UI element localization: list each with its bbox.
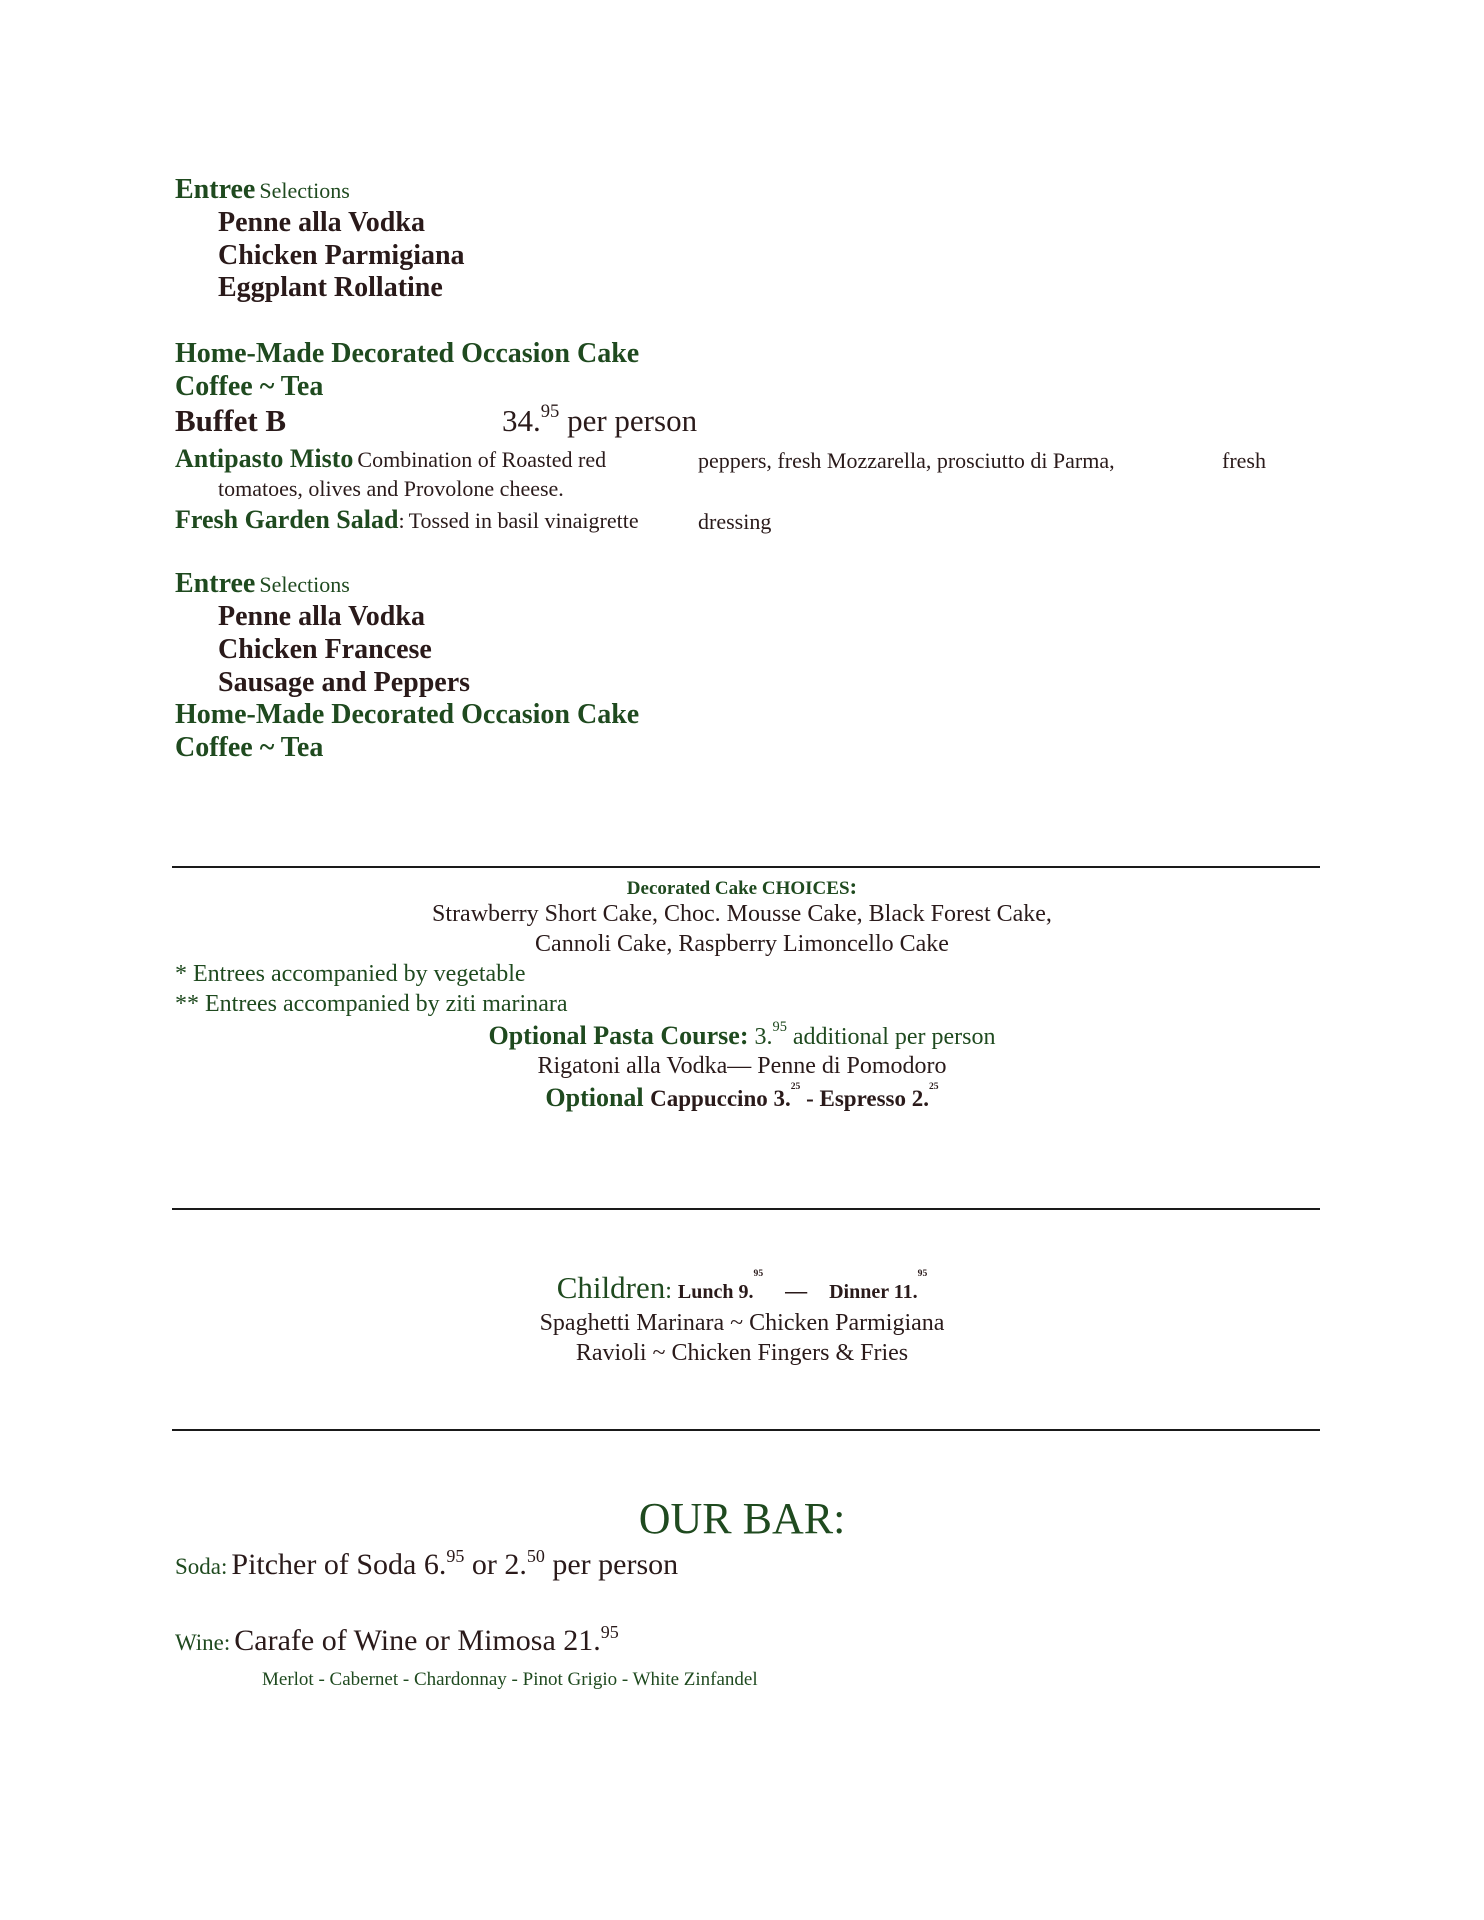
children-menu-line-2: Ravioli ~ Chicken Fingers & Fries [575,1340,909,1366]
antipasto-row [175,444,606,474]
children-dinner: Dinner 11. [829,1281,918,1303]
bar-title: OUR BAR: [638,1494,846,1543]
soda-text-c: per person [544,1548,679,1581]
cake-heading-a: Decorated Cake [626,878,762,899]
antipasto-desc-3: fresh [1222,448,1266,473]
optional-drinks-line [0,1083,1484,1113]
soda-sup-a: 95 [446,1546,465,1566]
pasta-options: Rigatoni alla Vodka— Penne di Pomodoro [537,1053,947,1079]
buffet-b-coffee: Coffee ~ Tea [175,732,324,763]
cappuccino-price: Cappuccino 3. [650,1086,791,1111]
salad-row [175,505,639,535]
cake-list-line-1: Strawberry Short Cake, Choc. Mousse Cake, Black Forest Cake, [432,901,1052,927]
buffet-a-cake: Home-Made Decorated Occasion Cake [175,338,640,369]
entree-label: Entree [175,568,256,599]
children-label: Children [556,1270,666,1305]
soda-text-b: or 2. [464,1548,527,1581]
cake-heading-b: CHOICES [761,878,850,899]
buffet-b-title: Buffet B [175,403,287,438]
antipasto-desc-1: Combination of Roasted red [357,447,607,472]
buffet-a-entree-3: Eggplant Rollatine [218,272,443,303]
buffet-b-cake: Home-Made Decorated Occasion Cake [175,699,640,730]
buffet-a-entree-heading [175,174,350,206]
children-dinner-sup: 95 [917,1268,928,1279]
buffet-a-entree-2: Chicken Parmigiana [218,240,465,271]
divider-1 [172,866,1320,868]
cake-list-line-2: Cannoli Cake, Raspberry Limoncello Cake [535,931,949,957]
buffet-a-entree-1: Penne alla Vodka [218,207,425,238]
divider-2 [172,1208,1320,1210]
entree-label: Entree [175,174,256,205]
wine-text: Carafe of Wine or Mimosa 21. [234,1624,601,1657]
buffet-b-price-sup: 95 [540,401,560,422]
buffet-b-entree-3: Sausage and Peppers [218,667,471,698]
antipasto-label: Antipasto Misto [175,444,354,473]
children-lunch: Lunch 9. [677,1281,754,1303]
optional-label: Optional [545,1083,651,1112]
buffet-b-price-unit: per person [559,403,698,438]
salad-label: Fresh Garden Salad [175,505,399,534]
pasta-price-rest: additional per person [786,1024,996,1050]
pasta-price-main: 3. [748,1024,773,1050]
salad-desc-1: Tossed in basil vinaigrette [408,508,639,533]
pasta-label: Optional Pasta Course: [488,1021,749,1050]
children-menu-line-1: Spaghetti Marinara ~ Chicken Parmigiana [539,1310,945,1336]
selections-label: Selections [259,178,350,203]
buffet-a-coffee: Coffee ~ Tea [175,371,324,402]
espresso-sup: 25 [929,1081,939,1092]
soda-label: Soda: [175,1554,228,1579]
pasta-price-sup: 95 [772,1019,787,1035]
antipasto-desc-line2: tomatoes, olives and Provolone cheese. [218,476,564,501]
salad-colon: : [398,508,405,533]
divider-3 [172,1429,1320,1431]
selections-label: Selections [259,572,350,597]
soda-sup-b: 50 [526,1546,545,1566]
antipasto-desc-2: peppers, fresh Mozzarella, prosciutto di Parma, [698,448,1115,473]
buffet-b-entree-1: Penne alla Vodka [218,601,425,632]
cappuccino-sup: 25 [790,1081,801,1092]
children-colon: : [665,1278,678,1304]
buffet-b-price-main: 34. [502,403,541,438]
salad-desc-2: dressing [698,509,772,534]
wine-sup: 95 [600,1622,619,1642]
note-ziti: ** Entrees accompanied by ziti marinara [175,991,568,1017]
children-dash: — [785,1278,808,1303]
buffet-b-price [502,403,697,439]
optional-pasta-line [0,1021,1484,1051]
soda-text-a: Pitcher of Soda 6. [231,1548,447,1581]
buffet-b-entree-2: Chicken Francese [218,634,432,665]
wine-line [175,1624,619,1658]
cake-choices-heading [0,874,1484,900]
wine-label: Wine: [175,1630,231,1655]
children-lunch-sup: 95 [753,1268,764,1279]
espresso-price: - Espresso 2. [800,1086,929,1111]
buffet-b-entree-heading [175,568,350,600]
cake-heading-colon: : [849,874,858,899]
children-line [0,1270,1484,1306]
wine-list: Merlot - Cabernet - Chardonnay - Pinot Grigio - White Zinfandel [262,1669,758,1690]
soda-line [175,1548,678,1582]
note-vegetable: * Entrees accompanied by vegetable [175,961,526,987]
